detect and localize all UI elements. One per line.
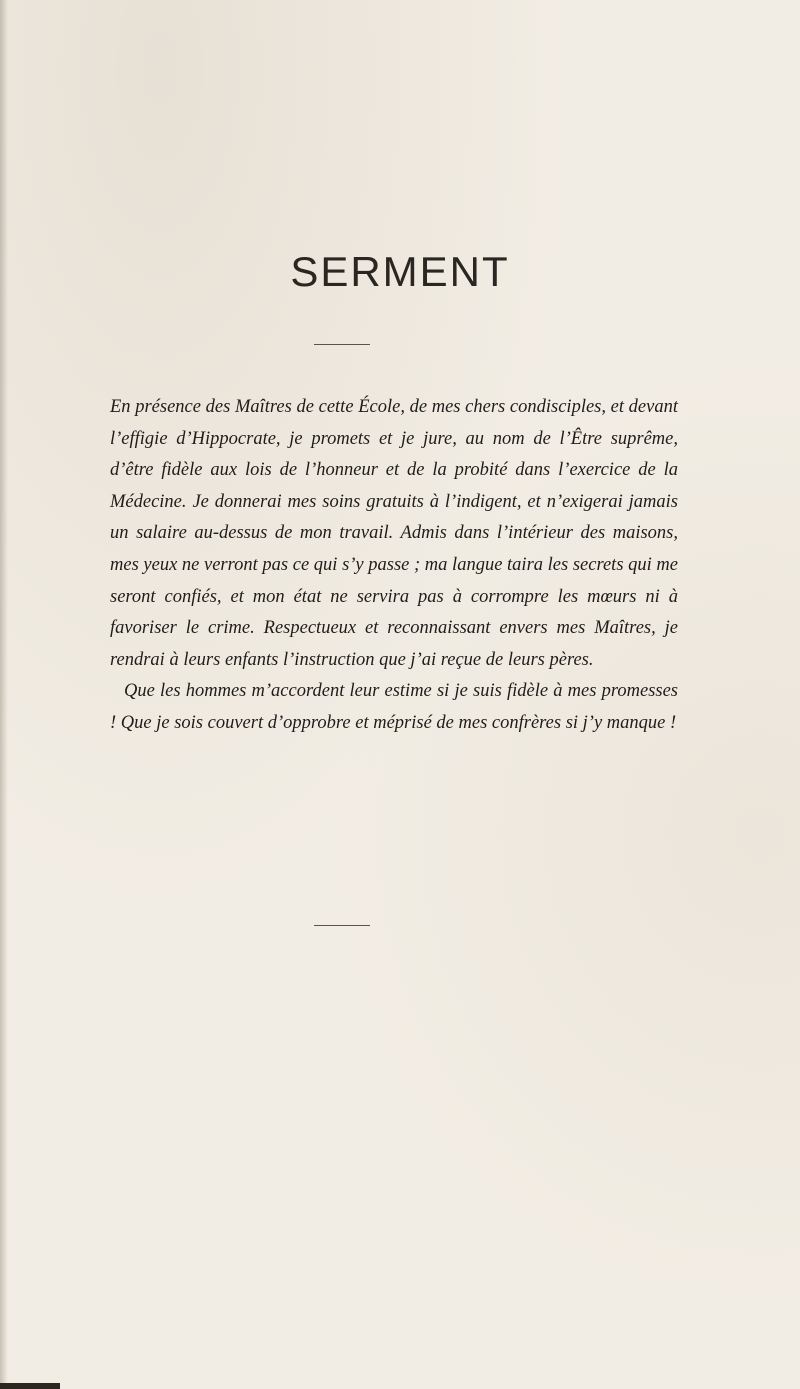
oath-paragraph-2: Que les hommes m’accordent leur estime si je suis fidèle à mes promesses ! Que je sois couvert d’opprobre et méprisé de mes confrères si j’y manque ! [110,681,678,733]
bottom-divider [314,925,370,926]
binding-shadow [0,0,8,1389]
page-title: SERMENT [290,248,510,295]
top-divider [314,344,370,345]
oath-text [110,392,678,740]
oath-paragraph-1: En présence des Maîtres de cette École, de mes chers condisciples, et devant l’effigie d’Hippocrate, je promets et je jure, au nom de l’Être suprême, d’être fidèle aux lois de l’honneur et de la probité dans l’exercice de la Médecine. Je donnerai mes soins gratuits à l’indigent, et n’exigerai jamais un salaire au-dessus de mon travail. Admis dans l’intérieur des maisons, mes yeux ne verront pas ce qui s’y passe ; ma langue taira les secrets qui me seront confiés, et mon état ne servira pas à corrompre les mœurs ni à favoriser le crime. Respectueux et reconnaissant envers mes Maîtres, je rendrai à leurs enfants l’instruction que j’ai reçue de leurs pères. [110,397,678,670]
page-edge-mark [0,1383,60,1389]
